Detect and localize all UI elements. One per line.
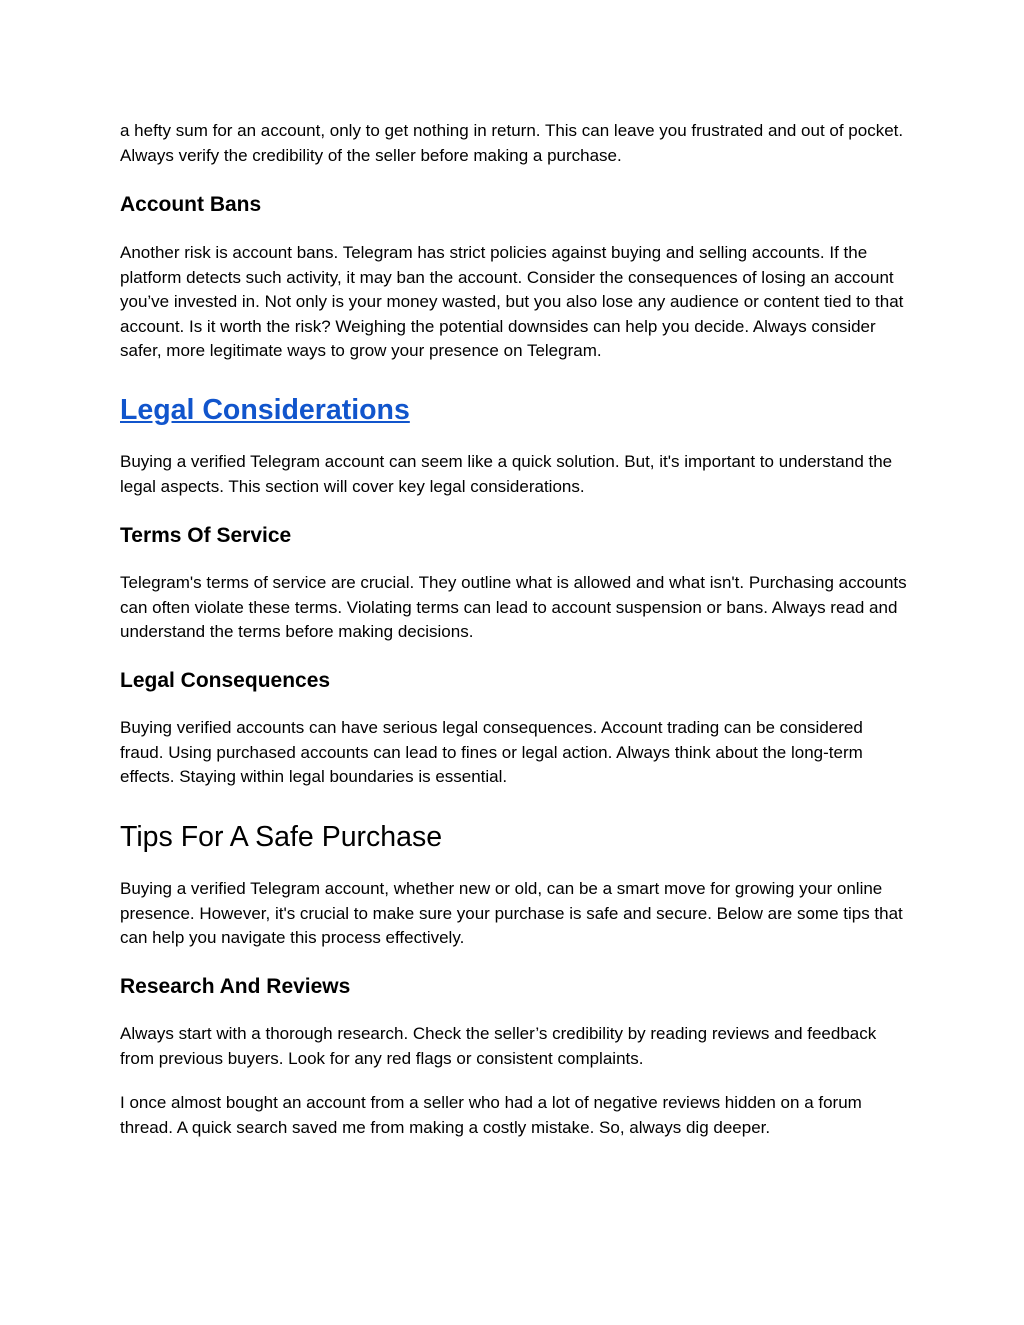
- research-paragraph-1: Always start with a thorough research. Check the seller’s credibility by reading reviews and feedback from previous buyers. Look for any red flags or consistent complaints.: [120, 1024, 877, 1068]
- tips-heading: Tips For A Safe Purchase: [120, 821, 443, 853]
- account-bans-heading: Account Bans: [120, 193, 262, 216]
- research-heading: Research And Reviews: [120, 975, 351, 998]
- legal-considerations-heading: [120, 393, 910, 427]
- legal-considerations-paragraph: Buying a verified Telegram account can seem like a quick solution. But, it's important to understand the legal aspects. This section will cover key legal considerations.: [120, 452, 893, 496]
- intro-paragraph: a hefty sum for an account, only to get nothing in return. This can leave you frustrated and out of pocket. Always verify the credibility of the seller before making a purchase.: [120, 121, 904, 165]
- research-paragraph-2: I once almost bought an account from a seller who had a lot of negative reviews hidden on a forum thread. A quick search saved me from making a costly mistake. So, always dig deeper.: [120, 1093, 862, 1137]
- account-bans-paragraph: Another risk is account bans. Telegram has strict policies against buying and selling accounts. If the platform detects such activity, it may ban the account. Consider the consequences of losing an account you’ve invested in. Not only is your money wasted, but you also lose any audience or content tied to that account. Is it worth the risk? Weighing the potential downsides can help you decide. Always consider safer, more legitimate ways to grow your presence on Telegram.: [120, 243, 904, 360]
- legal-consequences-heading: Legal Consequences: [120, 669, 331, 692]
- tips-paragraph: Buying a verified Telegram account, whether new or old, can be a smart move for growing your online presence. However, it's crucial to make sure your purchase is safe and secure. Below are some tips that can help you navigate this process effectively.: [120, 879, 903, 947]
- terms-of-service-paragraph: Telegram's terms of service are crucial. They outline what is allowed and what isn't. Purchasing accounts can often violate these terms. Violating terms can lead to account suspension or bans. Always read and understand the terms before making decisions.: [120, 573, 907, 641]
- terms-of-service-heading: Terms Of Service: [120, 524, 292, 547]
- legal-considerations-link[interactable]: Legal Considerations: [120, 394, 410, 426]
- legal-consequences-paragraph: Buying verified accounts can have serious legal consequences. Account trading can be considered fraud. Using purchased accounts can lead to fines or legal action. Always think about the long-term effects. Staying within legal boundaries is essential.: [120, 718, 863, 786]
